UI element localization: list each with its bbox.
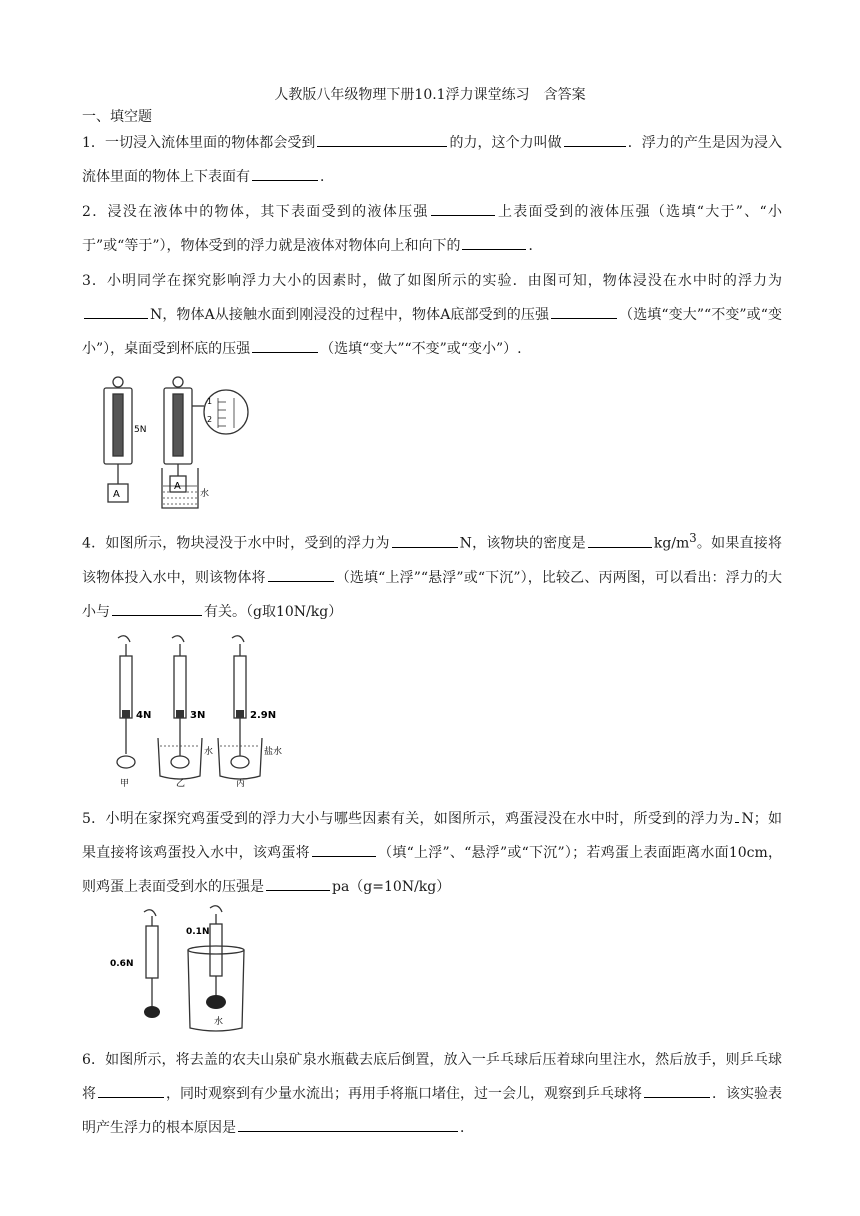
q2-text-a: 2．浸没在液体中的物体，其下表面受到的液体压强 (82, 204, 429, 220)
q5-blank-1 (735, 806, 739, 823)
q4-text-c: 。如果直接将该物体投入水中，则该物体将 (82, 535, 783, 586)
figure-q4-three-scales (100, 632, 300, 790)
q3-text-d: （选填“变大”“不变”或“变小”）. (320, 341, 522, 357)
fig4-reading-3: 2.9N (250, 710, 277, 721)
q1-blank-2 (564, 130, 626, 147)
q6-text-a: 6．如图所示，将去盖的农夫山泉矿泉水瓶截去底后倒置，放入一乒乓球后压着球向里注水，然后放手，则乒乓球将 (82, 1052, 782, 1102)
q5-text-c: （填“上浮”、“悬浮”或“下沉”）；若鸡蛋上表面距离水面10cm，则鸡蛋上表面受到水的压强是 (82, 845, 783, 895)
q6-text-d: ． (460, 1120, 474, 1136)
fig5-reading-2: 0.1N (186, 927, 210, 937)
fig5-reading-1: 0.6N (110, 959, 134, 969)
q3-blank-1 (84, 302, 148, 319)
question-5 (82, 802, 782, 904)
q4-text-b: N，该物块的密度是 (459, 535, 586, 552)
q4-blank-4 (112, 599, 202, 616)
q4-unit-sup: 3 (689, 531, 697, 545)
q1-blank-3 (252, 164, 318, 181)
fig3-scale-label: 5N (134, 425, 147, 435)
q5-text-b: N；如果直接将该鸡蛋投入水中，该鸡蛋将 (82, 811, 783, 861)
fig3-block-label-1: A (113, 489, 120, 500)
q5-blank-3 (266, 874, 330, 891)
q6-blank-3 (238, 1115, 458, 1132)
q4-text-a: 4．如图所示，物块浸没于水中时，受到的浮力为 (82, 535, 390, 552)
question-3 (82, 264, 782, 366)
q2-text-b: 上表面受到的液体压强（选填“大于”、“小于”或“等于”），物体受到的浮力就是液体对物体向上和向下的 (82, 204, 782, 254)
q3-text-a: 3．小明同学在探究影响浮力大小的因素时，做了如图所示的实验．由图可知，物体浸没在水中时的浮力为 (82, 273, 782, 289)
fig3-block-label-2: A (174, 481, 181, 492)
q6-blank-1 (98, 1081, 164, 1098)
question-2 (82, 195, 782, 263)
fig4-liquid-2: 水 (204, 747, 214, 757)
question-1 (82, 126, 782, 194)
q6-blank-2 (644, 1081, 710, 1098)
q4-text-e: 有关。（g取10N/kg） (204, 603, 343, 620)
q2-blank-1 (431, 199, 495, 216)
q1-blank-1 (317, 130, 447, 147)
q4-blank-3 (268, 565, 334, 582)
q5-text-d: pa（g=10N/kg） (332, 879, 451, 895)
q2-text-c: ． (528, 238, 543, 254)
fig3-water-label: 水 (200, 489, 210, 499)
q3-text-c: （选填“变大”“不变”或“变小”），桌面受到杯底的压强 (82, 307, 782, 357)
fig5-liquid: 水 (214, 1017, 224, 1027)
figure-q5-egg (108, 904, 268, 1034)
q1-text-a: 1．一切浸入流体里面的物体都会受到 (82, 135, 316, 151)
fig4-liquid-3: 盐水 (264, 747, 283, 757)
q4-unit: kg/m (653, 535, 690, 552)
fig3-tick-1: 1 (207, 397, 213, 406)
question-4 (82, 521, 782, 629)
page-title: 人教版八年级物理下册10.1浮力课堂练习 含答案 (274, 87, 586, 103)
q3-blank-3 (252, 336, 318, 353)
fig4-reading-2: 3N (190, 710, 206, 721)
q6-text-c: ．该实验表明产生浮力的根本原因是 (82, 1086, 782, 1136)
q5-blank-2 (312, 840, 376, 857)
section-heading: 一、填空题 (82, 109, 152, 125)
fig4-label-1: 甲 (120, 779, 130, 789)
q1-text-b: 的力，这个力叫做 (449, 135, 562, 151)
fig4-label-2: 乙 (176, 779, 186, 789)
q3-blank-2 (551, 302, 617, 319)
fig3-tick-2: 2 (207, 415, 213, 424)
q3-text-b: N，物体A从接触水面到刚浸没的过程中，物体A底部受到的压强 (150, 307, 550, 323)
q2-blank-2 (462, 233, 526, 250)
q1-text-c: ．浮力的产生是因为浸入流体里面的物体上下表面有 (82, 135, 783, 185)
q4-text-d: （选填“上浮”“悬浮”或“下沉”），比较乙、丙两图，可以看出：浮力的大小与 (82, 569, 782, 620)
q1-text-d: ． (320, 169, 334, 185)
q6-text-b: ，同时观察到有少量水流出；再用手将瓶口堵住，过一会儿，观察到乒乓球将 (166, 1086, 642, 1102)
question-6 (82, 1043, 782, 1145)
q4-blank-1 (392, 531, 458, 548)
figure-q3-spring-scales (96, 372, 256, 512)
fig4-label-3: 丙 (236, 779, 246, 789)
q4-blank-2 (588, 531, 652, 548)
fig4-reading-1: 4N (136, 710, 152, 721)
q5-text-a: 5．小明在家探究鸡蛋受到的浮力大小与哪些因素有关，如图所示，鸡蛋浸没在水中时，所受到的浮力为 (82, 811, 734, 827)
